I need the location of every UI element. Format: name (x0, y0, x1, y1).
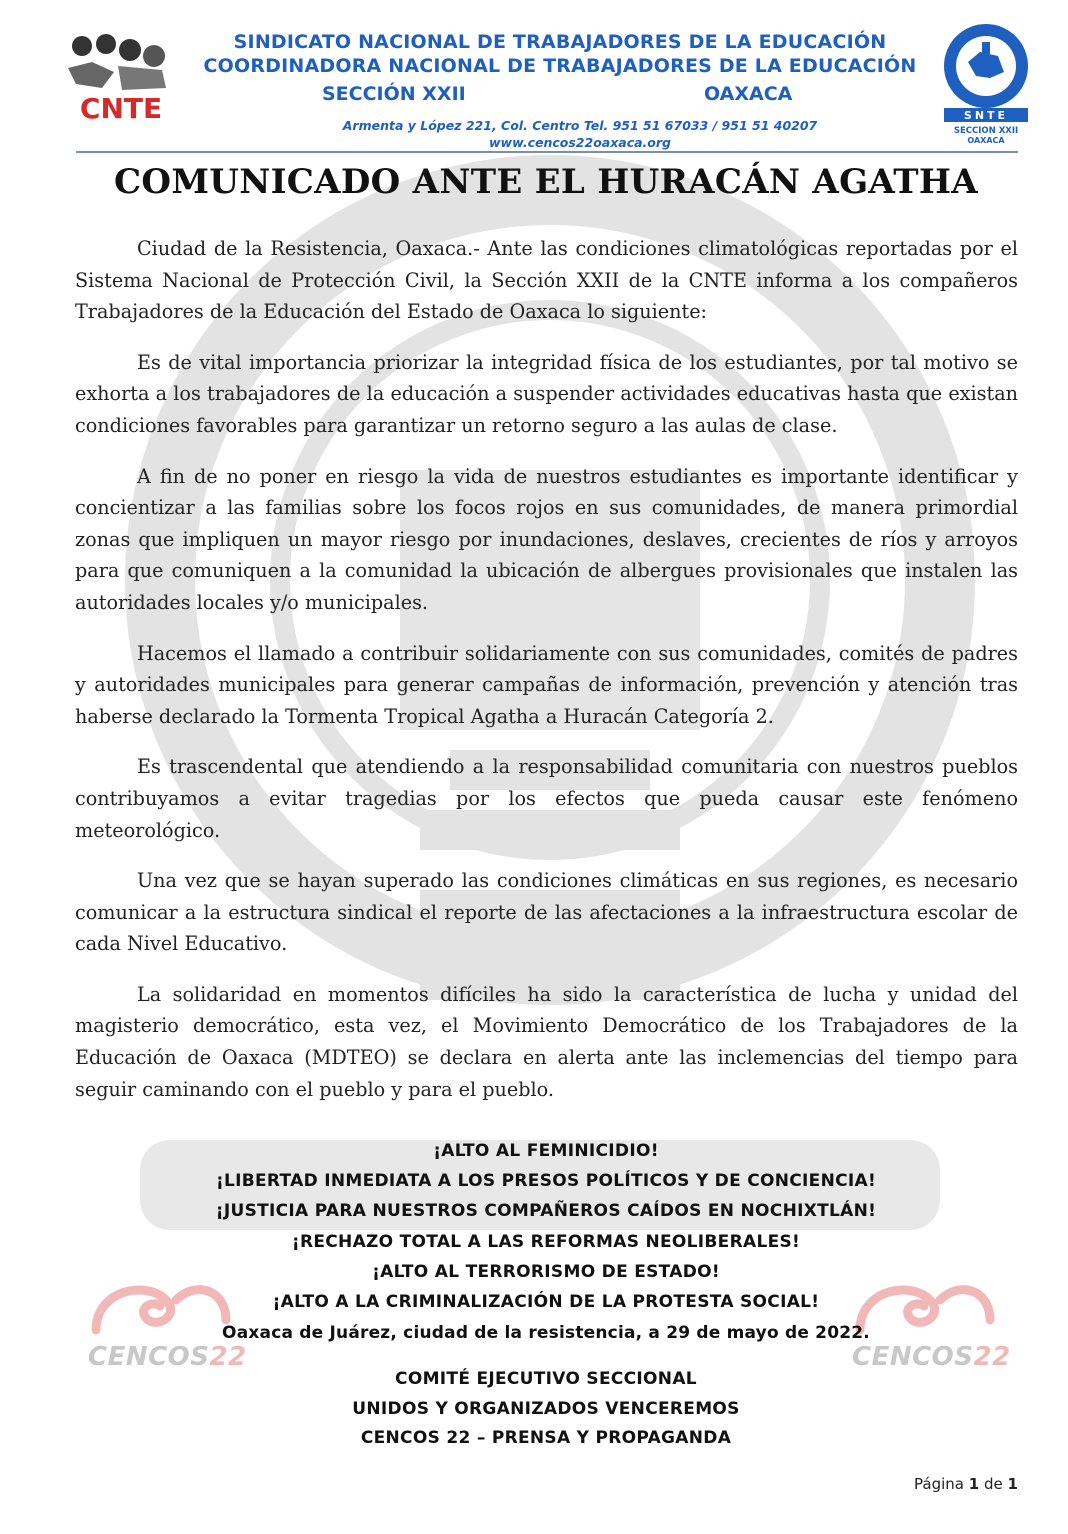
page-number: Página 1 de 1 (914, 1475, 1018, 1493)
header-section: SECCIÓN XXII (322, 83, 466, 105)
page-title: COMUNICADO ANTE EL HURACÁN AGATHA (114, 162, 978, 202)
paragraph: Es de vital importancia priorizar la integridad física de los estudiantes, por tal motivo se exhorta a los trabajadores de la educación a suspender actividades educativas hasta que existan condiciones favorables para garantizar un retorno seguro a las aulas de clase. (75, 350, 1018, 437)
cnte-logo-text: CNTE (79, 92, 163, 124)
slogan: ¡ALTO AL FEMINICIDIO! (433, 1141, 659, 1161)
signoff-line: UNIDOS Y ORGANIZADOS VENCEREMOS (352, 1398, 740, 1419)
paragraph: Hacemos el llamado a contribuir solidariamente con sus comunidades, comités de padres y autoridades municipales para generar campañas de información, prevención y atención tras haberse declarado la Tormenta Tropical Agatha a Huracán Categoría 2. (75, 641, 1018, 728)
header-coordinadora-name: COORDINADORA NACIONAL DE TRABAJADORES DE LA EDUCACIÓN (203, 55, 917, 77)
signoff-block (0, 1365, 1068, 1454)
slogan: ¡RECHAZO TOTAL A LAS REFORMAS NEOLIBERALES! (291, 1231, 801, 1252)
paragraph: Es trascendental que atendiendo a la responsabilidad comunitaria con nuestros pueblos contribuyamos a evitar tragedias por los efectos que pueda causar este fenómeno meteorológico. (75, 755, 1018, 842)
slogan: ¡LIBERTAD INMEDIATA A LOS PRESOS POLÍTICOS Y DE CONCIENCIA! (215, 1171, 877, 1192)
place-and-date: Oaxaca de Juárez, ciudad de la resistencia, a 29 de mayo de 2022. (222, 1323, 870, 1343)
snte-seccion: SECCION XXII (953, 126, 1019, 136)
cencos22-logo-left: CENCOS22 (88, 1342, 247, 1372)
paragraph: Ciudad de la Resistencia, Oaxaca.- Ante las condiciones climatológicas reportadas por el Sistema Nacional de Protección Civil, la Sección XXII de la CNTE informa a los compañeros Trabajadores de la Educación del Estado de Oaxaca lo siguiente: (75, 237, 1018, 324)
slogan: ¡ALTO AL TERRORISMO DE ESTADO! (372, 1261, 720, 1282)
cnte-logo-icon (62, 32, 180, 124)
signoff-line: COMITÉ EJECUTIVO SECCIONAL (395, 1369, 697, 1389)
communique-body (75, 233, 1018, 1124)
paragraph: A fin de no poner en riesgo la vida de nuestros estudiantes es importante identificar y concientizar a las familias sobre los focos rojos en sus comunidades, de manera primordial zonas que impliquen un mayor riesgo por inundaciones, deslaves, crecientes de ríos y arroyos para que comuniquen a la comunidad la ubicación de albergues provisionales que instalen las autoridades locales y/o municipales. (75, 464, 1018, 614)
cencos22-logo-right: CENCOS22 (852, 1342, 1011, 1372)
header-address: Armenta y López 221, Col. Centro Tel. 951 51 67033 / 951 51 40207 (342, 118, 818, 133)
snte-acronym: SNTE (963, 109, 1009, 122)
snte-oaxaca: OAXACA (967, 136, 1005, 145)
signoff-line: CENCOS 22 – PRENSA Y PROPAGANDA (360, 1428, 732, 1448)
header-union-name: SINDICATO NACIONAL DE TRABAJADORES DE LA EDUCACIÓN (233, 31, 887, 53)
header-city: OAXACA (704, 83, 793, 105)
header-website[interactable]: www.cencos22oaxaca.org (488, 135, 672, 150)
header-divider (76, 151, 1018, 153)
slogan: ¡JUSTICIA PARA NUESTROS COMPAÑEROS CAÍDOS EN NOCHIXTLÁN! (215, 1201, 877, 1222)
slogan: ¡ALTO A LA CRIMINALIZACIÓN DE LA PROTESTA SOCIAL! (272, 1292, 820, 1313)
paragraph: La solidaridad en momentos difíciles ha sido la característica de lucha y unidad del magisterio democrático, esta vez, el Movimiento Democrático de los Trabajadores de la Educación de Oaxaca (MDTEO) se declara en alerta ante las inclemencias del tiempo para seguir caminando con el pueblo y para el pueblo. (75, 982, 1018, 1101)
snte-seccion-xxii-seal-icon (938, 22, 1034, 146)
slogans-block (0, 1136, 1068, 1317)
paragraph: Una vez que se hayan superado las condiciones climáticas en sus regiones, es necesario comunicar a la estructura sindical el reporte de las afectaciones a la infraestructura escolar de cada Nivel Educativo. (75, 869, 1018, 956)
